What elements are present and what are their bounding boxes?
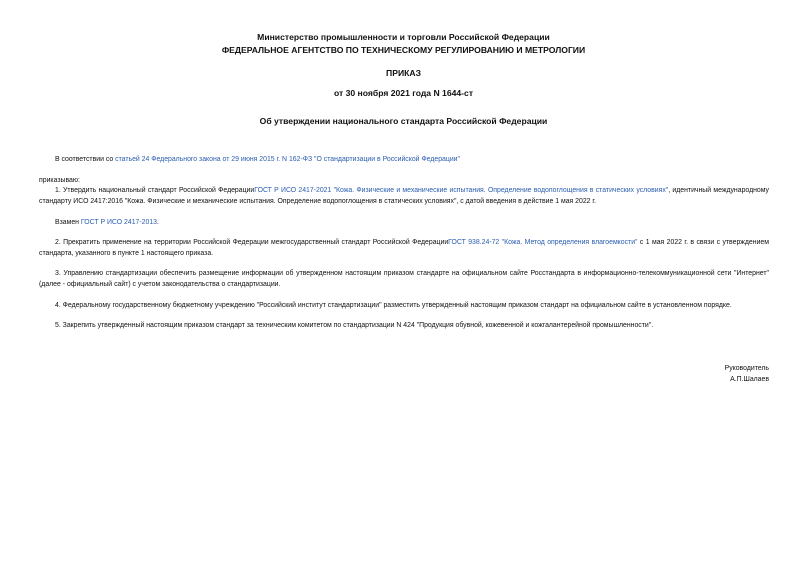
- gost-2417-2021-link[interactable]: ГОСТ Р ИСО 2417-2021 "Кожа. Физические и механические испытания. Определение водопоглощения в статических условиях": [254, 187, 669, 194]
- gost-938-24-72-link[interactable]: ГОСТ 938.24-72 "Кожа. Метод определения влагоемкости": [448, 239, 638, 246]
- agency-title: ФЕДЕРАЛЬНОЕ АГЕНТСТВО ПО ТЕХНИЧЕСКОМУ РЕГУЛИРОВАНИЮ И МЕТРОЛОГИИ: [221, 45, 586, 55]
- item-2: [39, 238, 769, 259]
- document-type: ПРИКАЗ: [386, 68, 421, 78]
- item-5-text: 5. Закрепить утвержденный настоящим приказом стандарт за техническим комитетом по стандартизации N 424 "Продукция обувной, кожевенной и кожгалантерейной промышленности".: [55, 322, 654, 329]
- item-3: [39, 269, 769, 290]
- signature-name: А.П.Шалаев: [730, 376, 769, 383]
- preamble: [39, 155, 769, 166]
- document-subject: Об утверждении национального стандарта Российской Федерации: [259, 116, 548, 126]
- item-2-rest: с 1 мая 2022 г. в связи с утверждением стандарта, указанного в пункте 1 настоящего приказа.: [39, 239, 769, 257]
- item-3-text: 3. Управлению стандартизации обеспечить размещение информации об утвержденном настоящим приказом стандарте на официальном сайте Росстандарта в информационно-телекоммуникационной сети "Интернет" (далее - официальный сайт) с учетом законодательства о стандартизации.: [39, 270, 769, 288]
- replaces-line: [39, 218, 769, 229]
- order-word: приказываю:: [39, 177, 80, 184]
- ministry-title: Министерство промышленности и торговли Российской Федерации: [257, 32, 550, 42]
- signature-title: Руководитель: [724, 365, 769, 372]
- item-1-rest: , идентичный международному стандарту ИСО 2417:2016 "Кожа. Физические и механические испытания. Определение водопоглощения в статических условиях", с датой введения в действие 1 мая 2022 г.: [39, 187, 769, 205]
- law-link[interactable]: статьей 24 Федерального закона от 29 июня 2015 г. N 162-ФЗ "О стандартизации в Российской Федерации": [115, 156, 460, 163]
- preamble-text: В соответствии со: [55, 156, 116, 163]
- item-4: [39, 301, 769, 312]
- item-1-text: 1. Утвердить национальный стандарт Российской Федерации: [55, 187, 255, 194]
- replaces-text: Взамен: [55, 219, 81, 226]
- replaces-end: .: [156, 219, 159, 226]
- item-1: [39, 186, 769, 207]
- item-4-text: 4. Федеральному государственному бюджетному учреждению "Российский институт стандартизации" разместить утвержденный настоящим приказом стандарт на официальном сайте в установленном порядке.: [55, 302, 732, 309]
- gost-2417-2013-link[interactable]: ГОСТ Р ИСО 2417-2013: [80, 219, 157, 226]
- item-5: [39, 321, 769, 332]
- document-date-number: от 30 ноября 2021 года N 1644-ст: [333, 88, 474, 98]
- item-2-text: 2. Прекратить применение на территории Российской Федерации межгосударственный стандарт Российской Федерации: [55, 239, 449, 246]
